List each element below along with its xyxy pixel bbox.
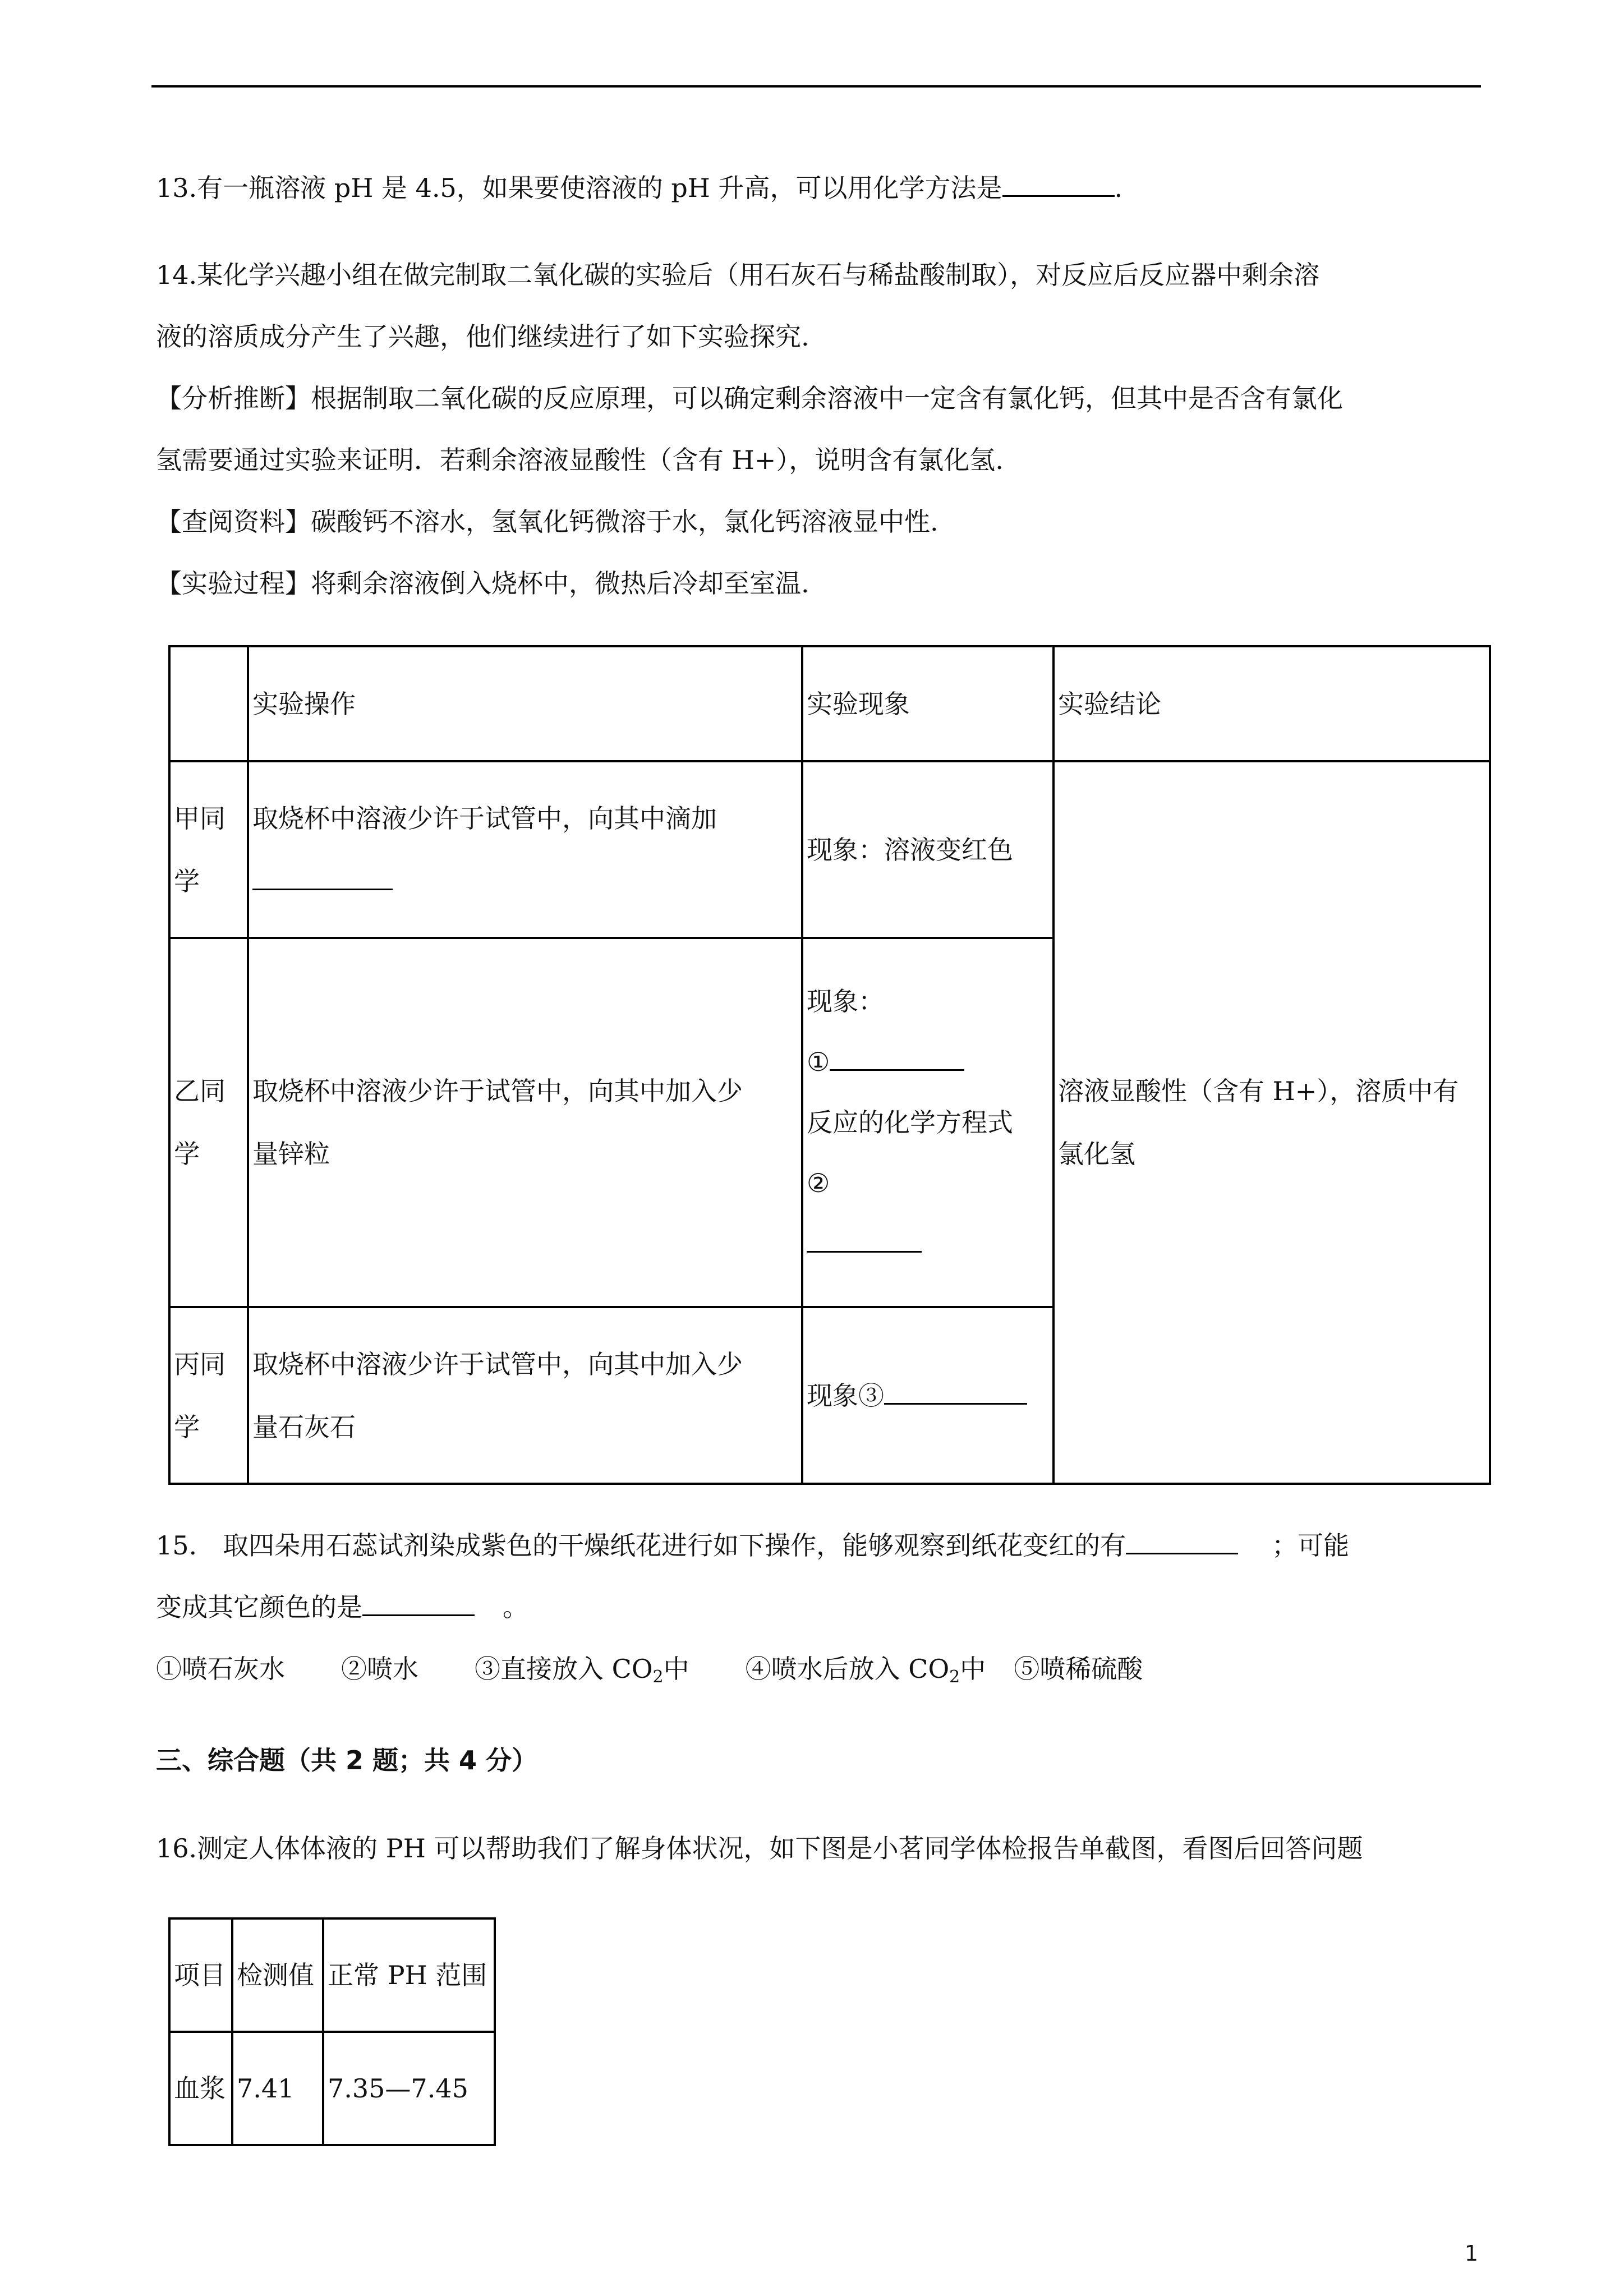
question-15-line1: 15. 取四朵用石蕊试剂染成紫色的干燥纸花进行如下操作，能够观察到纸花变红的有 ；可能: [156, 1530, 1350, 1561]
answer-blank[interactable]: [1126, 1534, 1238, 1554]
experiment-table: [168, 645, 1491, 1485]
student-name: 甲同 学: [169, 761, 248, 938]
question-14-line2: 液的溶质成分产生了兴趣，他们继续进行了如下实验探究.: [156, 321, 809, 352]
question-14-procedure: 【实验过程】将剩余溶液倒入烧杯中，微热后冷却至室温.: [156, 568, 809, 599]
question-14-line1: 14.某化学兴趣小组在做完制取二氧化碳的实验后（用石灰石与稀盐酸制取），对反应后反应器中剩余溶: [156, 260, 1320, 290]
answer-blank[interactable]: [252, 869, 393, 890]
question-15-options: [156, 1652, 1143, 1694]
question-14-analysis: 【分析推断】根据制取二氧化碳的反应原理，可以确定剩余溶液中一定含有氯化钙，但其中是否含有氯化: [156, 383, 1343, 413]
student-name: 乙同 学: [169, 938, 248, 1307]
header-value: 检测值: [232, 1918, 323, 2032]
operation-cell: 取烧杯中溶液少许于试管中，向其中加入少 量锌粒: [248, 938, 802, 1307]
header-observation: 实验现象: [802, 646, 1053, 761]
header-operation: 实验操作: [248, 646, 802, 761]
header-rule: [151, 85, 1481, 88]
answer-blank[interactable]: [362, 1595, 475, 1616]
blood-ph-table: [168, 1917, 496, 2146]
observation-cell: 现象： ① 反应的化学方程式 ②: [802, 938, 1053, 1307]
question-15-line2: 变成其它颜色的是 。: [156, 1592, 528, 1622]
question-14-reference: 【查阅资料】碳酸钙不溶水，氢氧化钙微溶于水，氯化钙溶液显中性.: [156, 507, 938, 537]
question-16: 16.测定人体体液的 PH 可以帮助我们了解身体状况，如下图是小茗同学体检报告单截图，看图后回答问题: [156, 1833, 1363, 1864]
table-row: [169, 2032, 495, 2145]
conclusion-cell: 溶液显酸性（含有 H+），溶质中有 氯化氢: [1053, 761, 1490, 1484]
table-header-row: [169, 646, 1490, 761]
option-1: ①喷石灰水: [156, 1654, 285, 1684]
page-number: 1: [1464, 2241, 1478, 2266]
observation-cell: 现象：溶液变红色: [802, 761, 1053, 938]
answer-blank[interactable]: [830, 1050, 964, 1071]
observation-cell: 现象③: [802, 1307, 1053, 1484]
range-cell: 7.35—7.45: [323, 2032, 495, 2145]
section-3-heading: 三、综合题（共 2 题；共 4 分）: [156, 1745, 538, 1775]
option-4: ④喷水后放入 $CO_2$中: [745, 1654, 986, 1687]
item-cell: 血浆: [169, 2032, 232, 2145]
student-name: 丙同 学: [169, 1307, 248, 1484]
table-row: [169, 761, 1490, 938]
value-cell: 7.41: [232, 2032, 323, 2145]
header-range: 正常 PH 范围: [323, 1918, 495, 2032]
operation-cell: 取烧杯中溶液少许于试管中，向其中滴加: [248, 761, 802, 938]
header-item: 项目: [169, 1918, 232, 2032]
answer-blank[interactable]: [807, 1232, 922, 1253]
question-13: 13.有一瓶溶液 pH 是 4.5，如果要使溶液的 pH 升高，可以用化学方法是 .: [156, 173, 1123, 203]
answer-blank[interactable]: [1002, 176, 1115, 197]
question-14-analysis-cont: 氢需要通过实验来证明．若剩余溶液显酸性（含有 H+），说明含有氯化氢.: [156, 445, 1004, 475]
option-3: ③直接放入 $CO_2$中: [475, 1654, 689, 1687]
operation-cell: 取烧杯中溶液少许于试管中，向其中加入少 量石灰石: [248, 1307, 802, 1484]
answer-blank[interactable]: [884, 1384, 1027, 1405]
header-conclusion: 实验结论: [1053, 646, 1490, 761]
table-header-row: [169, 1918, 495, 2032]
option-5: ⑤喷稀硫酸: [1014, 1654, 1143, 1684]
option-2: ②喷水: [341, 1654, 418, 1684]
